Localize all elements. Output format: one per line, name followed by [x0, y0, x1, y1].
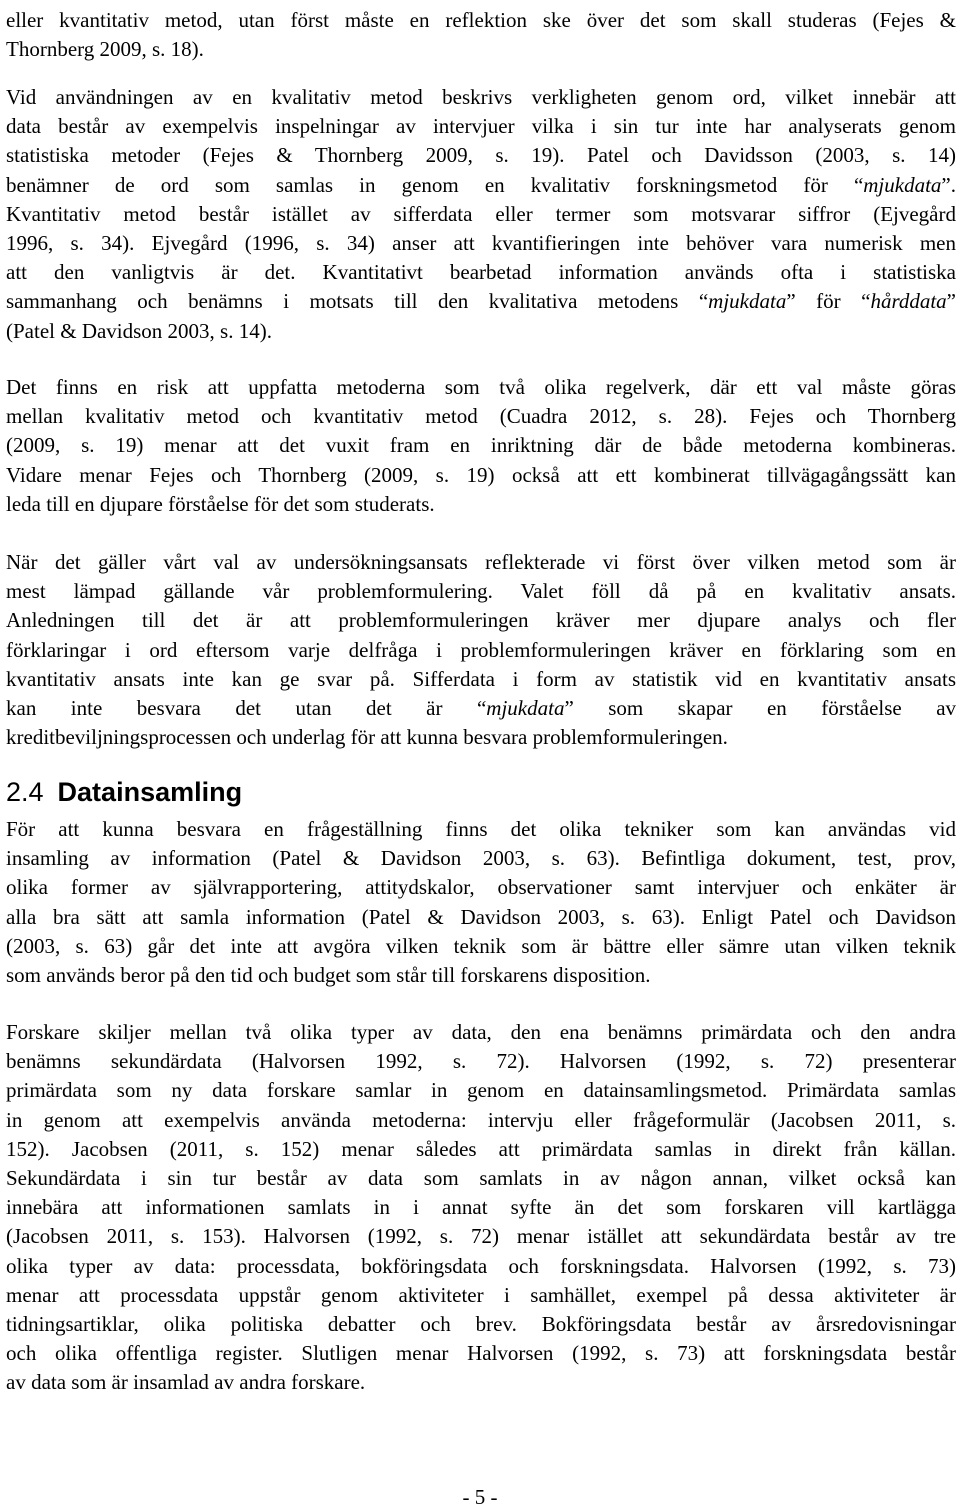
text-line: 152). Jacobsen (2011, s. 152) menar således att primärdata samlas in direkt från källan. — [6, 1136, 956, 1161]
paragraph — [6, 815, 956, 990]
text-line: Thornberg 2009, s. 18). — [6, 37, 204, 62]
text-line: olika typer av data: processdata, bokföringsdata och forskningsdata. Halvorsen (1992, s. 73) — [6, 1253, 956, 1278]
text-line: menar att processdata uppstår genom aktiviteter i samhället, exempel på dessa aktiviteter är — [6, 1282, 956, 1307]
text-line: Sekundärdata i sin tur består av data som samlats in av någon annan, vilket också kan — [6, 1165, 956, 1190]
section-heading — [6, 774, 242, 810]
text-line: Forskare skiljer mellan två olika typer av data, den ena benämns primärdata och den andra — [6, 1020, 956, 1044]
text-line: För att kunna besvara en frågeställning finns det olika tekniker som kan användas vid — [6, 817, 956, 841]
text-line: Vid användningen av en kvalitativ metod beskrivs verkligheten genom ord, vilket innebär att — [6, 85, 956, 109]
paragraph — [6, 373, 956, 519]
text-line: in genom att exempelvis använda metoderna: intervju eller frågeformulär (Jacobsen 2011, s. — [6, 1107, 956, 1132]
section-title: Datainsamling — [57, 777, 243, 807]
page-number: - 5 - — [462, 1485, 498, 1509]
text-line: och olika offentliga register. Slutligen menar Halvorsen (1992, s. 73) att forskningsdata består — [6, 1341, 956, 1366]
text-line: olika former av självrapportering, attitydskalor, observationer samt intervjuer och enkäter är — [6, 875, 956, 900]
text-line: insamling av information (Patel & Davidson 2003, s. 63). Befintliga dokument, test, prov, — [6, 846, 956, 871]
text-line: Vidare menar Fejes och Thornberg (2009, s. 19) också att ett kombinerat tillvägagångssätt kan — [6, 462, 956, 487]
paragraph — [6, 83, 956, 346]
text-line: av data som är insamlad av andra forskare. — [6, 1370, 366, 1395]
text-line: innebära att informationen samlats in i annat syfte än det som forskaren vill kartlägga — [6, 1195, 956, 1220]
text-line: mellan kvalitativ metod och kvantitativ metod (Cuadra 2012, s. 28). Fejes och Thornberg — [6, 404, 956, 429]
text-line: benämner de ord som samlas in genom en kvalitativ forskningsmetod för “mjukdata”. — [6, 172, 956, 197]
text-line: tidningsartiklar, olika politiska debatter och brev. Bokföringsdata består av årsredovisningar — [6, 1311, 956, 1336]
text-line: sammanhang och benämns i motsats till den kvalitativa metodens “mjukdata” för “hårddata” — [6, 289, 956, 314]
text-line: Det finns en risk att uppfatta metoderna som två olika regelverk, där ett val måste göras — [6, 375, 956, 399]
text-line: data består av exempelvis inspelningar av intervjuer vilka i sin tur inte har analyserats genom — [6, 114, 956, 139]
paragraph — [6, 6, 956, 64]
text-line: benämns sekundärdata (Halvorsen 1992, s. 72). Halvorsen (1992, s. 72) presenterar — [6, 1049, 956, 1074]
text-line: kreditbeviljningsprocessen och underlag för att kunna besvara problemformuleringen. — [6, 725, 728, 750]
text-line: mest lämpad gällande vår problemformulering. Valet föll då på en kvalitativ ansats. — [6, 579, 956, 604]
text-line: leda till en djupare förståelse för det som studerats. — [6, 491, 435, 516]
text-line: att den vanligtvis är det. Kvantitativt bearbetad information används ofta i statistiska — [6, 260, 956, 285]
text-line: statistiska metoder (Fejes & Thornberg 2009, s. 19). Patel och Davidsson (2003, s. 14) — [6, 143, 956, 168]
paragraph — [6, 548, 956, 752]
text-line: som används beror på den tid och budget som står till forskarens disposition. — [6, 962, 651, 987]
text-line: eller kvantitativ metod, utan först måste en reflektion ske över det som skall studeras (Fejes & — [6, 8, 956, 32]
text-line: 1996, s. 34). Ejvegård (1996, s. 34) anser att kvantifieringen inte behöver vara numerisk men — [6, 230, 956, 255]
paragraph — [6, 1018, 956, 1397]
text-line: Anledningen till det är att problemformuleringen kräver mer djupare analys och fler — [6, 608, 956, 633]
section-number: 2.4 — [6, 777, 44, 807]
text-line: (Jacobsen 2011, s. 153). Halvorsen (1992, s. 72) menar istället att sekundärdata består av tre — [6, 1224, 956, 1249]
text-line: (2003, s. 63) går det inte att avgöra vilken teknik som är bättre eller sämre utan vilken teknik — [6, 933, 956, 958]
text-line: alla bra sätt att samla information (Patel & Davidson 2003, s. 63). Enligt Patel och Davidson — [6, 904, 956, 929]
text-line: primärdata som ny data forskare samlar in genom en datainsamlingsmetod. Primärdata samlas — [6, 1078, 956, 1103]
text-line: När det gäller vårt val av undersökningsansats reflekterade vi först över vilken metod som är — [6, 550, 956, 574]
text-line: förklaringar i ord eftersom varje delfråga i problemformuleringen kräver en förklaring som en — [6, 637, 956, 662]
text-line: (Patel & Davidson 2003, s. 14). — [6, 318, 272, 343]
text-line: (2009, s. 19) menar att det vuxit fram en inriktning där de både metoderna kombineras. — [6, 433, 956, 458]
text-line: Kvantitativ metod består istället av sifferdata eller termer som motsvarar siffror (Ejvegård — [6, 201, 956, 226]
text-line: kvantitativ ansats inte kan ge svar på. Sifferdata i form av statistik vid en kvantitativ ansats — [6, 666, 956, 691]
text-line: kan inte besvara det utan det är “mjukdata” som skapar en förståelse av — [6, 695, 957, 720]
